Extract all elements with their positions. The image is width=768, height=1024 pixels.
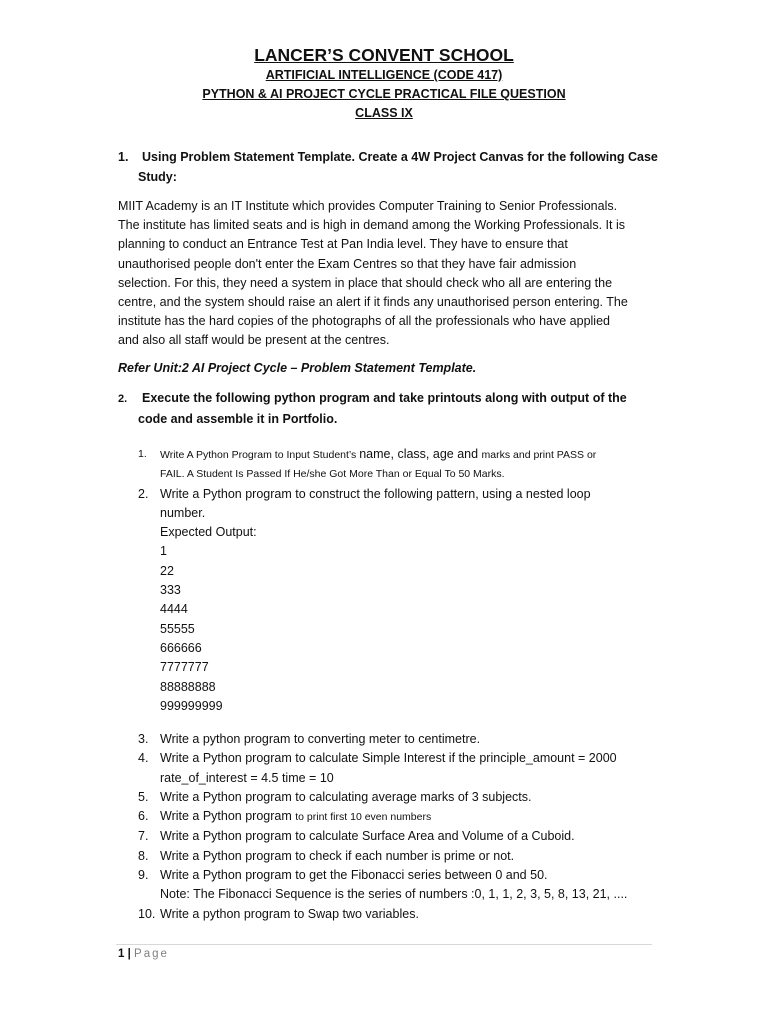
pattern-line: 4444 xyxy=(160,602,188,617)
reference-note: Refer Unit:2 AI Project Cycle – Problem Statement Template. xyxy=(118,361,477,375)
list-item xyxy=(138,905,658,924)
case-study-line: and also all staff would be present at the centres. xyxy=(118,333,390,348)
case-study-line: centre, and the system should raise an alert if it finds any unauthorised person entering. The xyxy=(118,295,628,310)
list-item xyxy=(138,788,658,807)
school-name: LANCER’S CONVENT SCHOOL xyxy=(254,45,514,65)
item-text: Write a Python program xyxy=(160,809,296,824)
item-text: Note: The Fibonacci Sequence is the series of numbers :0, 1, 1, 2, 3, 5, 8, 13, 21, .... xyxy=(160,887,628,902)
pattern-line: 666666 xyxy=(160,640,202,655)
case-study-line: unauthorised people don't enter the Exam Centres so that they have fair admission xyxy=(118,256,577,271)
item-number: 2. xyxy=(138,486,149,501)
item-text: marks and print PASS or xyxy=(481,449,597,461)
item-number: 5. xyxy=(138,789,149,804)
item-text: Write a Python program to check if each number is prime or not. xyxy=(160,848,515,863)
question-number: 2. xyxy=(118,393,128,405)
pattern-line: 55555 xyxy=(160,621,195,636)
page-label: Page xyxy=(134,948,169,960)
item-text: Write a Python program to get the Fibonacci series between 0 and 50. xyxy=(160,868,548,883)
item-number: 10. xyxy=(138,906,156,921)
item-text: Write a Python program to construct the following pattern, using a nested loop xyxy=(160,486,591,501)
item-text: Write a Python program to calculate Surface Area and Volume of a Cuboid. xyxy=(160,829,575,844)
class-label: CLASS IX xyxy=(355,106,413,120)
question-2-heading xyxy=(118,389,658,429)
item-text: to print first 10 even numbers xyxy=(295,811,432,824)
case-study-paragraph xyxy=(118,197,658,351)
case-study-line: The institute has limited seats and is high in demand among the Working Professionals. It is xyxy=(118,218,625,233)
pattern-line: 333 xyxy=(160,583,181,598)
item-number: 9. xyxy=(138,868,149,883)
list-item xyxy=(138,730,658,749)
pattern-line: 1 xyxy=(160,544,167,559)
list-item xyxy=(138,866,658,905)
subject-title: ARTIFICIAL INTELLIGENCE (CODE 417) xyxy=(265,68,503,82)
question-text: Using Problem Statement Template. Create a 4W Project Canvas for the following Case xyxy=(142,150,658,164)
item-text: Write a Python program to calculate Simple Interest if the principle_amount = 2000 xyxy=(160,751,617,766)
page-number: 1 xyxy=(118,948,125,960)
item-text: Write a Python program to calculating average marks of 3 subjects. xyxy=(160,789,532,804)
question-text: Execute the following python program and take printouts along with output of the xyxy=(142,391,627,405)
item-text: name, class, age and xyxy=(359,447,482,461)
pattern-line: 88888888 xyxy=(160,679,216,694)
footer-separator: | xyxy=(127,948,131,960)
program-list xyxy=(138,445,658,716)
document-header xyxy=(0,44,768,123)
pattern-line: 999999999 xyxy=(160,698,223,713)
case-study-line: institute has the hard copies of the photographs of all the professionals who have applied xyxy=(118,314,610,329)
list-item xyxy=(138,807,658,827)
footer-divider xyxy=(116,944,652,945)
item-text: Write a python program to Swap two variables. xyxy=(160,906,419,921)
item-text: rate_of_interest = 4.5 time = 10 xyxy=(160,770,334,785)
item-number: 8. xyxy=(138,848,149,863)
page-footer xyxy=(118,948,169,960)
pattern-line: 22 xyxy=(160,563,174,578)
item-number: 3. xyxy=(138,732,149,746)
case-study-line: selection. For this, they need a system in place that should check who all are entering the xyxy=(118,275,613,290)
item-number: 1. xyxy=(138,448,147,460)
item-number: 7. xyxy=(138,829,149,844)
program-list-continued xyxy=(138,730,658,924)
pattern-line: 7777777 xyxy=(160,660,209,675)
document-title: PYTHON & AI PROJECT CYCLE PRACTICAL FILE QUESTION xyxy=(202,87,566,101)
list-item xyxy=(138,445,658,485)
item-number: 6. xyxy=(138,809,149,824)
question-number: 1. xyxy=(118,150,129,164)
item-text: number. xyxy=(160,505,206,520)
case-study-line: MIIT Academy is an IT Institute which provides Computer Training to Senior Professionals. xyxy=(118,199,618,213)
list-item xyxy=(138,827,658,846)
list-item xyxy=(138,847,658,866)
list-item xyxy=(138,485,658,717)
question-text: code and assemble it in Portfolio. xyxy=(138,411,338,426)
expected-output-label: Expected Output: xyxy=(160,525,257,540)
question-1-heading xyxy=(118,148,658,187)
pattern-output xyxy=(160,542,658,716)
item-text: FAIL. A Student Is Passed If He/she Got More Than or Equal To 50 Marks. xyxy=(160,468,505,481)
list-item xyxy=(138,749,658,788)
question-text: Study: xyxy=(138,169,177,184)
item-text: Write a python program to converting meter to centimetre. xyxy=(160,732,481,746)
item-text: Write A Python Program to Input Student’s xyxy=(160,449,360,461)
case-study-line: planning to conduct an Entrance Test at Pan India level. They have to ensure that xyxy=(118,237,568,252)
item-number: 4. xyxy=(138,751,149,766)
